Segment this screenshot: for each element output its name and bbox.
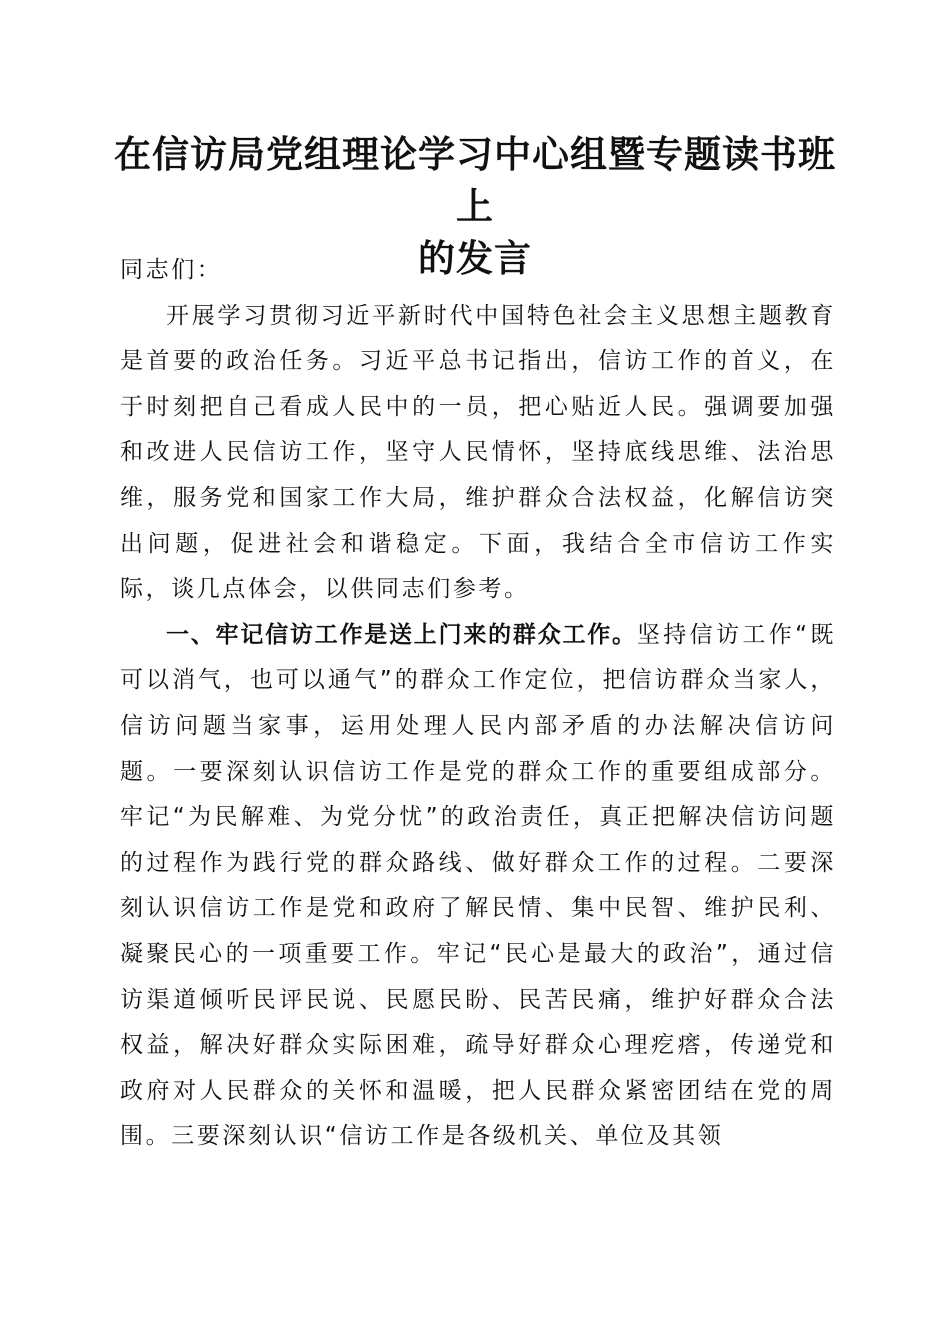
section-1-text: 坚持信访工作“既可以消气，也可以通气”的群众工作定位，把信访群众当家人，信访问题当家事，运用处理人民内部矛盾的办法解决信访问题。一要深刻认识信访工作是党的群众工作的重要组成部分。牢记“为民解难、为党分忧”的政治责任，真正把解决信访问题的过程作为践行党的群众路线、做好群众工作的过程。二要深刻认识信访工作是党和政府了解民情、集中民智、维护民利、凝聚民心的一项重要工作。牢记“民心是最大的政治”，通过信访渠道倾听民评民说、民愿民盼、民苦民痛，维护好群众合法权益，解决好群众实际困难，疏导好群众心理疙瘩，传递党和政府对人民群众的关怀和温暖，把人民群众紧密团结在党的周围。三要深刻认识“信访工作是各级机关、单位及其领: [120, 621, 837, 1150]
document-body: [120, 248, 836, 1160]
section-1-heading: 一、牢记信访工作是送上门来的群众工作。: [166, 621, 637, 648]
intro-paragraph: 开展学习贯彻习近平新时代中国特色社会主义思想主题教育是首要的政治任务。习近平总书记指出，信访工作的首义，在于时刻把自己看成人民中的一员，把心贴近人民。强调要加强和改进人民信访工作，坚守人民情怀，坚持底线思维、法治思维，服务党和国家工作大局，维护群众合法权益，化解信访突出问题，促进社会和谐稳定。下面，我结合全市信访工作实际，谈几点体会，以供同志们参考。: [120, 302, 836, 603]
salutation: 同志们：: [120, 257, 223, 283]
document-title-line-2: 的发言: [418, 236, 532, 280]
document-title-line-1: 在信访局党组理论学习中心组暨专题读书班上: [114, 132, 836, 228]
section-1-paragraph: [120, 613, 836, 1160]
